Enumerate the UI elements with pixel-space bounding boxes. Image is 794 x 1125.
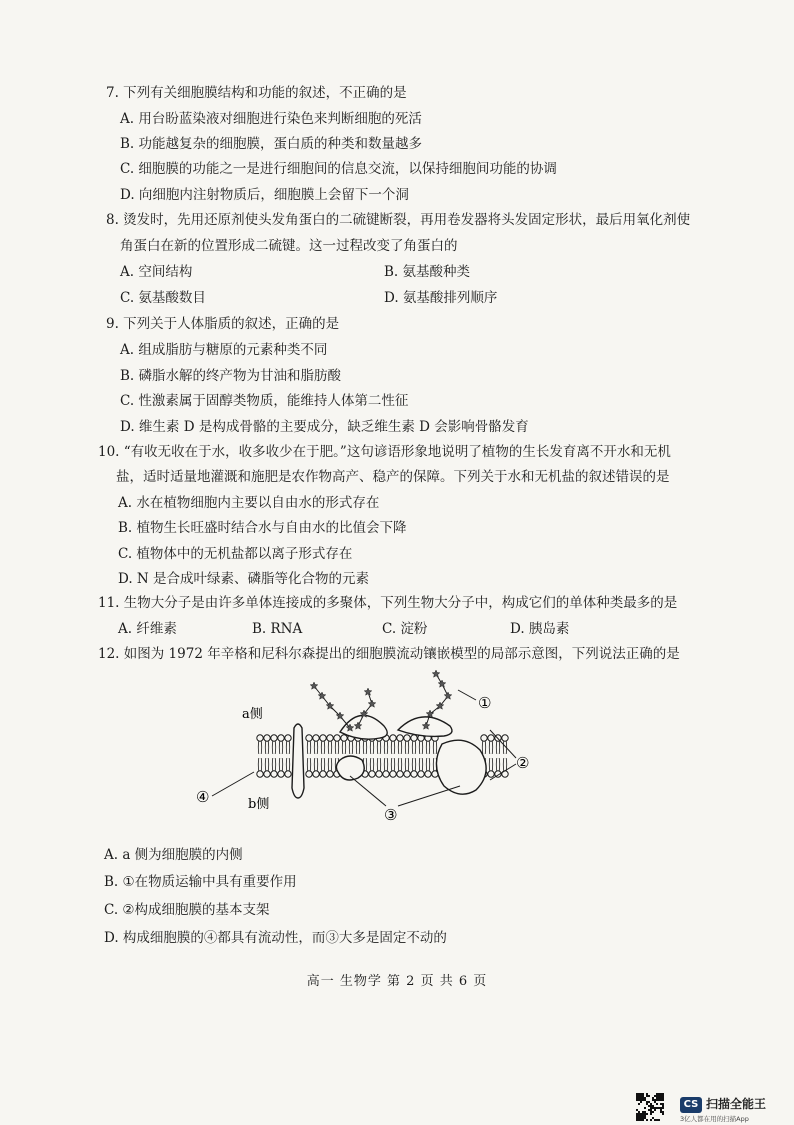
phospholipid-head xyxy=(411,735,417,741)
qr-module xyxy=(660,1097,662,1099)
qr-module xyxy=(638,1097,640,1099)
phospholipid-head xyxy=(327,735,333,741)
qr-module xyxy=(650,1105,652,1107)
qr-module xyxy=(660,1107,662,1109)
qr-module xyxy=(654,1095,656,1097)
phospholipid-head xyxy=(411,771,417,777)
phospholipid-tail xyxy=(496,758,499,771)
q10-option-a: A. 水在植物细胞内主要以自由水的形式存在 xyxy=(118,495,380,511)
qr-module xyxy=(644,1113,646,1115)
qr-module xyxy=(636,1115,638,1117)
qr-module xyxy=(638,1117,640,1119)
qr-module xyxy=(650,1103,652,1105)
q7-stem: 7. 下列有关细胞膜结构和功能的叙述，不正确的是 xyxy=(106,85,407,101)
qr-module xyxy=(640,1099,642,1101)
q11-option-a: A. 纤维素 xyxy=(118,621,177,637)
q9-option-a: A. 组成脂肪与糖原的元素种类不同 xyxy=(120,342,328,358)
phospholipid-tail xyxy=(503,758,506,771)
circled-label-1 xyxy=(478,694,491,712)
qr-module xyxy=(646,1113,648,1115)
qr-module xyxy=(652,1099,654,1101)
qr-module xyxy=(650,1111,652,1113)
phospholipid-head xyxy=(264,735,270,741)
q10-option-d: D. N 是合成叶绿素、磷脂等化合物的元素 xyxy=(118,571,370,587)
fluid-mosaic-membrane-diagram xyxy=(190,660,550,830)
phospholipid-tail xyxy=(307,758,310,771)
phospholipid-tail xyxy=(286,741,289,754)
q7-option-d: D. 向细胞内注射物质后，细胞膜上会留下一个洞 xyxy=(120,187,409,203)
qr-module xyxy=(642,1115,644,1117)
qr-module xyxy=(652,1105,654,1107)
qr-module xyxy=(650,1109,652,1111)
qr-module xyxy=(654,1119,656,1121)
q11-option-d: D. 胰岛素 xyxy=(510,621,570,637)
phospholipid-tail xyxy=(272,741,275,754)
q12-option-a: A. a 侧为细胞膜的内侧 xyxy=(104,847,243,863)
qr-module xyxy=(662,1095,664,1097)
phospholipid-tail xyxy=(384,758,387,771)
phospholipid-tail xyxy=(328,758,331,771)
label-4: ④ xyxy=(196,788,210,806)
qr-module xyxy=(662,1107,664,1109)
q11-option-b: B. RNA xyxy=(252,621,303,637)
phospholipid-head xyxy=(327,771,333,777)
qr-module xyxy=(636,1093,638,1095)
qr-module xyxy=(662,1099,664,1101)
q9-option-d: D. 维生素 D 是构成骨骼的主要成分，缺乏维生素 D 会影响骨骼发育 xyxy=(120,419,529,435)
phospholipid-head xyxy=(425,771,431,777)
phospholipid-head xyxy=(418,771,424,777)
phospholipid-tail xyxy=(314,741,317,754)
q10-stem-line1: 10. “有收无收在于水，收多收少在于肥。”这句谚语形象地说明了植物的生长发育离不开水和无机 xyxy=(98,444,671,460)
phospholipid-tail xyxy=(433,741,436,754)
phospholipid-head xyxy=(313,771,319,777)
qr-module xyxy=(660,1111,662,1113)
phospholipid-head xyxy=(285,771,291,777)
phospholipid-head xyxy=(278,771,284,777)
qr-module xyxy=(642,1097,644,1099)
qr-module xyxy=(642,1117,644,1119)
brand-tagline: 3亿人都在用的扫描App xyxy=(680,1115,749,1123)
qr-module xyxy=(636,1097,638,1099)
phospholipid-tail xyxy=(426,758,429,771)
q8-stem-line1: 8. 烫发时，先用还原剂使头发角蛋白的二硫键断裂，再用卷发器将头发固定形状，最后用氧化剂使 xyxy=(106,212,691,228)
qr-module xyxy=(662,1111,664,1113)
membrane-proteins xyxy=(292,715,486,798)
qr-module xyxy=(656,1107,658,1109)
q11-option-c: C. 淀粉 xyxy=(382,621,428,637)
scanner-watermark xyxy=(636,1093,786,1123)
phospholipid-tail xyxy=(489,758,492,771)
phospholipid-tail xyxy=(370,758,373,771)
qr-module xyxy=(640,1117,642,1119)
phospholipid-head xyxy=(320,735,326,741)
phospholipid-head xyxy=(390,735,396,741)
qr-module xyxy=(644,1097,646,1099)
phospholipid-tail xyxy=(377,758,380,771)
phospholipid-head xyxy=(341,735,347,741)
phospholipid-head xyxy=(481,735,487,741)
phospholipid-head xyxy=(306,771,312,777)
phospholipid-head xyxy=(502,735,508,741)
qr-module xyxy=(642,1111,644,1113)
phospholipid-tail xyxy=(265,741,268,754)
qr-module xyxy=(652,1097,654,1099)
q9-option-c: C. 性激素属于固醇类物质，能维持人体第二性征 xyxy=(120,393,409,409)
integral-protein-left xyxy=(292,724,304,798)
phospholipid-tail xyxy=(482,741,485,754)
phospholipid-tail xyxy=(489,741,492,754)
qr-module xyxy=(652,1117,654,1119)
phospholipid-tail xyxy=(314,758,317,771)
qr-module xyxy=(662,1097,664,1099)
phospholipid-tail xyxy=(384,741,387,754)
phospholipid-head xyxy=(306,735,312,741)
qr-module xyxy=(636,1099,638,1101)
phospholipid-head xyxy=(397,735,403,741)
qr-module xyxy=(640,1101,642,1103)
phospholipid-tail xyxy=(398,758,401,771)
phospholipid-tail xyxy=(419,741,422,754)
qr-module xyxy=(646,1095,648,1097)
phospholipid-tail xyxy=(412,758,415,771)
qr-module xyxy=(652,1111,654,1113)
qr-module xyxy=(642,1119,644,1121)
qr-code-icon xyxy=(636,1093,664,1121)
qr-module xyxy=(636,1109,638,1111)
sugar-unit xyxy=(444,692,452,699)
qr-module xyxy=(660,1099,662,1101)
phospholipid-head xyxy=(313,735,319,741)
qr-module xyxy=(644,1099,646,1101)
sugar-unit xyxy=(432,670,440,677)
phospholipid-tail xyxy=(335,741,338,754)
qr-module xyxy=(646,1093,648,1095)
phospholipid-head xyxy=(488,735,494,741)
phospholipid-tail xyxy=(279,758,282,771)
q8-stem-line2: 角蛋白在新的位置形成二硫键。这一过程改变了角蛋白的 xyxy=(120,238,458,254)
phospholipid-head xyxy=(264,771,270,777)
phospholipid-tail xyxy=(265,758,268,771)
qr-module xyxy=(642,1113,644,1115)
q12-option-d: D. 构成细胞膜的④都具有流动性，而③大多是固定不动的 xyxy=(104,930,447,946)
phospholipid-tail xyxy=(370,741,373,754)
label-1: ① xyxy=(478,694,492,712)
qr-module xyxy=(636,1095,638,1097)
phospholipid-tail xyxy=(328,741,331,754)
phospholipid-tail xyxy=(419,758,422,771)
phospholipid-head xyxy=(404,771,410,777)
phospholipid-head xyxy=(271,735,277,741)
q8-option-c: C. 氨基酸数目 xyxy=(120,290,206,306)
phospholipid-head xyxy=(285,735,291,741)
phospholipid-head xyxy=(257,771,263,777)
cs-logo-icon: CS xyxy=(680,1097,702,1113)
phospholipid-head xyxy=(334,735,340,741)
qr-module xyxy=(638,1113,640,1115)
page-footer: 高一 生物学 第 2 页 共 6 页 xyxy=(306,974,488,989)
phospholipid-tail xyxy=(258,741,261,754)
sugar-unit xyxy=(438,680,446,687)
phospholipid-head xyxy=(383,771,389,777)
phospholipid-tail xyxy=(412,741,415,754)
phospholipid-tail xyxy=(398,741,401,754)
q10-option-c: C. 植物体中的无机盐都以离子形式存在 xyxy=(118,546,353,562)
q8-option-d: D. 氨基酸排列顺序 xyxy=(384,290,498,306)
phospholipid-head xyxy=(369,771,375,777)
q12-option-b: B. ①在物质运输中具有重要作用 xyxy=(104,874,297,890)
qr-module xyxy=(642,1095,644,1097)
qr-module xyxy=(640,1113,642,1115)
qr-module xyxy=(660,1095,662,1097)
qr-module xyxy=(654,1101,656,1103)
sugar-unit xyxy=(368,700,376,707)
phospholipid-head xyxy=(278,735,284,741)
qr-module xyxy=(648,1101,650,1103)
phospholipid-head xyxy=(488,771,494,777)
phospholipid-tail xyxy=(321,758,324,771)
q12-stem: 12. 如图为 1972 年辛格和尼科尔森提出的细胞膜流动镶嵌模型的局部示意图，下列说法正确的是 xyxy=(98,646,680,662)
phospholipid-tail xyxy=(496,741,499,754)
label-2: ② xyxy=(516,754,530,772)
phospholipid-head xyxy=(397,771,403,777)
qr-module xyxy=(638,1115,640,1117)
qr-module xyxy=(658,1093,660,1095)
qr-module xyxy=(658,1099,660,1101)
phospholipid-tail xyxy=(342,741,345,754)
phospholipid-tail xyxy=(356,741,359,754)
qr-module xyxy=(650,1107,652,1109)
qr-module xyxy=(648,1095,650,1097)
phospholipid-tail xyxy=(363,741,366,754)
label-3: ③ xyxy=(384,806,398,824)
qr-module xyxy=(636,1113,638,1115)
q7-option-c: C. 细胞膜的功能之一是进行细胞间的信息交流，以保持细胞间功能的协调 xyxy=(120,161,557,177)
qr-module xyxy=(638,1119,640,1121)
phospholipid-head xyxy=(257,735,263,741)
q11-stem: 11. 生物大分子是由许多单体连接成的多聚体，下列生物大分子中，构成它们的单体种类最多的是 xyxy=(98,595,678,611)
qr-module xyxy=(656,1097,658,1099)
q9-stem: 9. 下列关于人体脂质的叙述，正确的是 xyxy=(106,316,340,332)
qr-module xyxy=(640,1095,642,1097)
phospholipid-tail xyxy=(405,758,408,771)
sugar-unit xyxy=(364,688,372,695)
phospholipid-head xyxy=(390,771,396,777)
phospholipid-tail xyxy=(307,741,310,754)
phospholipid-tail xyxy=(426,741,429,754)
phospholipid-tail xyxy=(391,741,394,754)
qr-module xyxy=(656,1099,658,1101)
qr-module xyxy=(662,1113,664,1115)
qr-module xyxy=(656,1095,658,1097)
qr-module xyxy=(646,1101,648,1103)
qr-module xyxy=(662,1093,664,1095)
qr-module xyxy=(656,1103,658,1105)
qr-module xyxy=(652,1107,654,1109)
phospholipid-head xyxy=(376,771,382,777)
qr-module xyxy=(658,1119,660,1121)
phospholipid-tail xyxy=(279,741,282,754)
phospholipid-head xyxy=(271,771,277,777)
qr-module xyxy=(642,1099,644,1101)
qr-module xyxy=(662,1105,664,1107)
qr-module xyxy=(650,1119,652,1121)
qr-module xyxy=(654,1109,656,1111)
qr-module xyxy=(640,1097,642,1099)
qr-module xyxy=(658,1095,660,1097)
qr-module xyxy=(638,1095,640,1097)
qr-module xyxy=(646,1103,648,1105)
qr-module xyxy=(654,1099,656,1101)
brand-name: 扫描全能王 xyxy=(706,1097,767,1111)
phospholipid-head xyxy=(404,735,410,741)
qr-module xyxy=(660,1103,662,1105)
qr-module xyxy=(648,1105,650,1107)
qr-module xyxy=(658,1107,660,1109)
phospholipid-tail xyxy=(391,758,394,771)
phospholipid-tail xyxy=(321,741,324,754)
q10-option-b: B. 植物生长旺盛时结合水与自由水的比值会下降 xyxy=(118,520,407,536)
side-b-label: b侧 xyxy=(248,797,270,812)
q10-stem-line2: 盐，适时适量地灌溉和施肥是农作物高产、稳产的保障。下列关于水和无机盐的叙述错误的是 xyxy=(116,469,670,485)
qr-module xyxy=(656,1093,658,1095)
qr-module xyxy=(656,1119,658,1121)
q7-option-b: B. 功能越复杂的细胞膜，蛋白质的种类和数量越多 xyxy=(120,136,423,152)
qr-module xyxy=(636,1117,638,1119)
q12-option-c: C. ②构成细胞膜的基本支架 xyxy=(104,902,270,918)
qr-module xyxy=(638,1093,640,1095)
qr-module xyxy=(648,1109,650,1111)
q8-option-a: A. 空间结构 xyxy=(120,264,193,280)
qr-module xyxy=(654,1107,656,1109)
qr-module xyxy=(644,1115,646,1117)
qr-module xyxy=(636,1119,638,1121)
qr-module xyxy=(658,1097,660,1099)
qr-module xyxy=(640,1093,642,1095)
qr-module xyxy=(644,1111,646,1113)
phospholipid-tail xyxy=(258,758,261,771)
qr-module xyxy=(638,1103,640,1105)
q9-option-b: B. 磷脂水解的终产物为甘油和脂肪酸 xyxy=(120,368,342,384)
transmembrane-protein-right xyxy=(436,740,486,794)
qr-module xyxy=(644,1117,646,1119)
qr-module xyxy=(646,1119,648,1121)
sugar-unit xyxy=(426,710,434,717)
qr-module xyxy=(650,1113,652,1115)
q8-option-b: B. 氨基酸种类 xyxy=(384,264,471,280)
side-a-label: a侧 xyxy=(242,707,263,722)
qr-module xyxy=(638,1099,640,1101)
phospholipid-tail xyxy=(286,758,289,771)
qr-module xyxy=(638,1111,640,1113)
q7-option-a: A. 用台盼蓝染液对细胞进行染色来判断细胞的死活 xyxy=(120,111,422,127)
qr-module xyxy=(660,1093,662,1095)
qr-module xyxy=(642,1093,644,1095)
qr-module xyxy=(640,1115,642,1117)
phospholipid-tail xyxy=(377,741,380,754)
phospholipid-head xyxy=(320,771,326,777)
phospholipid-tail xyxy=(272,758,275,771)
sugar-unit xyxy=(310,682,318,689)
phospholipid-tail xyxy=(349,741,352,754)
qr-module xyxy=(662,1103,664,1105)
qr-module xyxy=(660,1109,662,1111)
phospholipid-tail xyxy=(405,741,408,754)
qr-module xyxy=(644,1107,646,1109)
qr-module xyxy=(640,1119,642,1121)
